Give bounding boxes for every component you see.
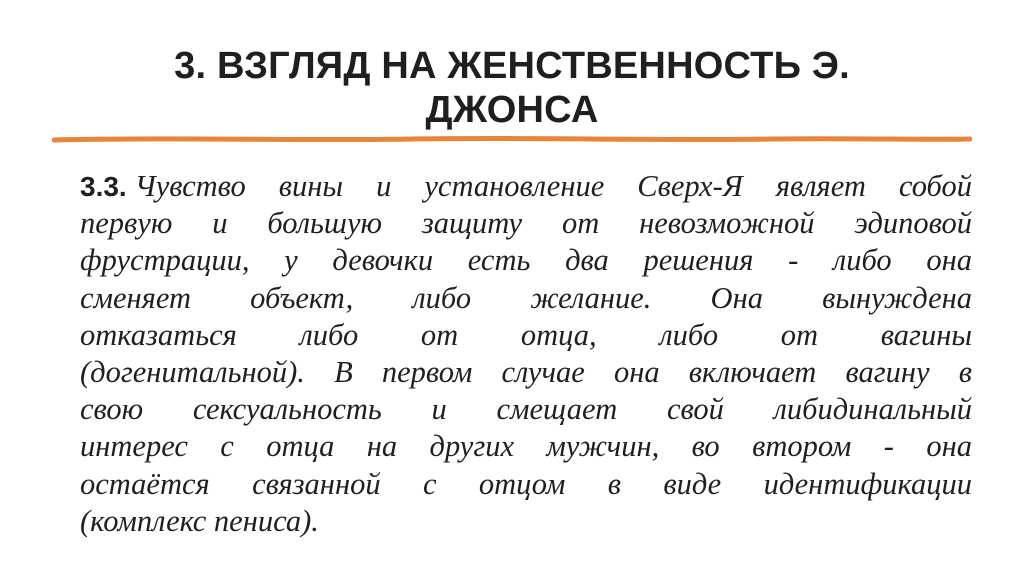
title-underline (52, 132, 972, 146)
body-line-6: (догенитальной). В первом случае она включает вагину в (80, 355, 972, 390)
body-paragraph (80, 168, 972, 540)
body-line-1-text: Чувство вины и установление Сверх-Я являет собой (134, 169, 972, 203)
body-line-3: фрустрации, у девочки есть два решения - либо она (80, 243, 972, 278)
body-line-9: остаётся связанной с отцом в виде идентификации (80, 466, 972, 501)
slide-title (90, 44, 934, 132)
body-line-10: (комплекс пениса). (80, 503, 319, 538)
body-line-1 (80, 168, 972, 205)
body-line-8: интерес с отца на других мужчин, во втором - она (80, 429, 972, 464)
body-line-4: сменяет объект, либо желание. Она вынуждена (80, 280, 972, 315)
body-line-5: отказаться либо от отца, либо от вагины (80, 317, 972, 352)
body-line-7: свою сексуальность и смещает свой либидинальный (80, 392, 972, 427)
slide-title-line-1: 3. ВЗГЛЯД НА ЖЕНСТВЕННОСТЬ Э. (174, 45, 850, 87)
slide-title-line-2: ДЖОНСА (425, 89, 599, 131)
body-line-2: первую и большую защиту от невозможной эдиповой (80, 206, 972, 241)
section-number: 3.3. (80, 171, 127, 202)
